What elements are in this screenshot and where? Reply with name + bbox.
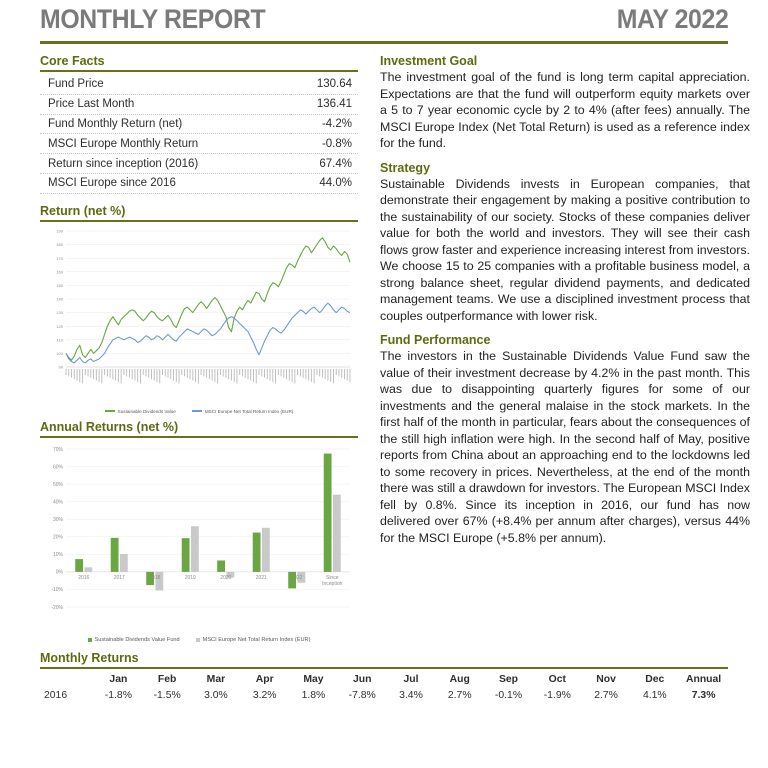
core-facts-label: Return since inception (2016) [40, 154, 290, 174]
core-facts-row [40, 75, 358, 94]
right-column [380, 54, 750, 643]
svg-text:90: 90 [58, 364, 63, 370]
monthly-returns-cell: -1.9% [543, 690, 571, 702]
monthly-returns-month-header: May [303, 674, 324, 686]
svg-text:2016: 2016 [78, 574, 90, 581]
legend-label-fund: Sustainable Dividends Value [117, 408, 176, 414]
svg-text:70%: 70% [52, 446, 63, 453]
legend-label-index: MSCI Europe Net Total Return Index (EUR) [204, 408, 294, 414]
svg-text:170: 170 [56, 255, 63, 261]
core-facts-table [40, 75, 358, 194]
core-facts-row [40, 94, 358, 114]
monthly-returns-cell: 1.8% [301, 690, 326, 702]
monthly-returns-month-header: Jun [352, 674, 372, 686]
core-facts-section [40, 54, 358, 194]
strategy-section [380, 161, 750, 325]
report-date: MAY 2022 [616, 4, 728, 34]
monthly-returns-table [40, 672, 728, 704]
monthly-returns-cell: 3.0% [204, 690, 228, 702]
core-facts-label: MSCI Europe Monthly Return [40, 134, 290, 154]
svg-text:30%: 30% [52, 516, 63, 523]
monthly-returns-month-header: Mar [206, 674, 226, 686]
core-facts-value: 67.4% [290, 154, 358, 174]
page-title: MONTHLY REPORT [40, 4, 266, 34]
monthly-returns-month-header: Apr [255, 674, 274, 686]
monthly-returns-month-header: Annual [685, 674, 722, 686]
left-column [40, 54, 358, 643]
svg-text:2021: 2021 [255, 574, 267, 581]
svg-text:0%: 0% [55, 569, 63, 576]
annual-returns-bar-chart [40, 441, 358, 641]
fund-performance-body: The investors in the Sustainable Dividends Value Fund saw the value of their investment decrease by 4.2% in the past month. This was due to disappointing quarterly figures for some of our investments and the general malaise in the stock markets. In the first half of the month in particular, fears about the consequences of the still high inflation were high. In the second half of May, positive reports from China about an approaching end to the lockdowns led to some recovery in prices. Nevertheless, at the end of the month there was still a drawdown for investors. The European MSCI Index fell by 0.8%. Since its inception in 2016, our fund has now delivered over 67% (+8.4% per annum after charges), versus 44% for the MSCI Europe (+5.8% per annum). [380, 349, 750, 545]
svg-text:10%: 10% [52, 551, 63, 558]
return-chart-section [40, 204, 358, 414]
core-facts-divider [40, 70, 358, 72]
core-facts-label: Fund Price [40, 75, 290, 94]
core-facts-value: 44.0% [290, 173, 358, 193]
svg-text:Inception: Inception [322, 580, 343, 587]
svg-text:120: 120 [56, 323, 63, 329]
core-facts-value: 136.41 [290, 94, 358, 114]
monthly-returns-heading: Monthly Returns [40, 650, 139, 665]
core-facts-row [40, 173, 358, 193]
svg-text:50%: 50% [52, 481, 63, 488]
return-line-chart [40, 225, 358, 413]
svg-text:2018: 2018 [149, 574, 161, 581]
monthly-returns-cell: -1.5% [153, 690, 181, 702]
content-columns [40, 54, 750, 643]
core-facts-label: Fund Monthly Return (net) [40, 114, 290, 134]
svg-text:40%: 40% [52, 499, 63, 506]
svg-text:180: 180 [56, 241, 63, 247]
monthly-returns-month-header: Oct [548, 674, 566, 686]
svg-text:20%: 20% [52, 534, 63, 541]
annual-returns-section [40, 420, 358, 643]
investment-goal-heading: Investment Goal [380, 54, 478, 68]
svg-text:60%: 60% [52, 464, 63, 471]
fund-performance-heading: Fund Performance [380, 333, 491, 347]
svg-text:-10%: -10% [51, 586, 63, 593]
monthly-returns-divider [40, 667, 728, 669]
fund-performance-section [380, 333, 750, 546]
investment-goal-section [380, 54, 750, 152]
return-line-chart-svg [40, 225, 358, 413]
svg-text:-20%: -20% [51, 604, 63, 611]
monthly-returns-section [40, 651, 728, 704]
strategy-body: Sustainable Dividends invests in European companies, that demonstrate their engagement by making a positive contribution to the sustainability of our society. Stocks of these companies deliver value for both the world and investors. They will see their cash flows grow faster and experience increasing interest from investors. We choose 15 to 25 companies with a profitable business model, a strong balance sheet, regular dividend payments, and dedicated management teams. We use a disciplined investment process that couples outperformance with lower risk. [380, 176, 750, 323]
monthly-returns-cell: 3.2% [252, 690, 277, 702]
annual-returns-bar-chart-svg [40, 441, 358, 641]
core-facts-value: -0.8% [290, 134, 358, 154]
monthly-returns-cell: 2.7% [447, 690, 472, 702]
svg-text:2017: 2017 [113, 574, 125, 581]
svg-text:2019: 2019 [184, 574, 196, 581]
svg-text:110: 110 [56, 337, 63, 343]
core-facts-row [40, 154, 358, 174]
svg-text:100: 100 [56, 350, 63, 356]
monthly-returns-header-row [40, 672, 728, 688]
monthly-returns-cell: -0.1% [494, 690, 523, 702]
monthly-returns-month-header: Nov [596, 674, 616, 686]
monthly-returns-month-header: Jan [109, 674, 128, 686]
legend-label-index-bar: MSCI Europe Net Total Return Index (EUR) [202, 636, 311, 643]
core-facts-heading: Core Facts [40, 54, 105, 68]
header-divider [40, 41, 728, 44]
svg-text:2020: 2020 [220, 574, 232, 581]
strategy-heading: Strategy [380, 160, 431, 175]
monthly-returns-month-header: Sep [498, 674, 519, 686]
svg-text:2022: 2022 [291, 574, 303, 581]
core-facts-value: 130.64 [290, 75, 358, 94]
core-facts-row [40, 134, 358, 154]
monthly-returns-cell: -1.8% [104, 690, 132, 702]
return-chart-heading: Return (net %) [40, 203, 126, 218]
svg-text:Since: Since [325, 574, 339, 581]
monthly-returns-cell: 3.4% [399, 690, 423, 702]
annual-returns-heading: Annual Returns (net %) [40, 419, 179, 434]
core-facts-label: MSCI Europe since 2016 [40, 173, 290, 193]
monthly-returns-annual: 7.3% [691, 690, 716, 702]
monthly-returns-year-header [40, 672, 94, 688]
monthly-returns-month-header: Jul [403, 674, 419, 686]
core-facts-value: -4.2% [290, 114, 358, 134]
svg-text:150: 150 [56, 282, 63, 288]
core-facts-label: Price Last Month [40, 94, 290, 114]
monthly-returns-month-header: Dec [645, 674, 665, 686]
legend-label-fund-bar: Sustainable Dividends Value Fund [94, 636, 180, 643]
monthly-returns-year: 2016 [44, 690, 68, 702]
svg-text:160: 160 [56, 269, 63, 275]
return-chart-divider [40, 220, 358, 222]
annual-returns-divider [40, 436, 358, 438]
core-facts-row [40, 114, 358, 134]
svg-text:130: 130 [56, 309, 63, 315]
svg-text:190: 190 [56, 228, 63, 234]
monthly-returns-cell: 2.7% [594, 690, 618, 702]
monthly-returns-cell: -7.8% [348, 690, 376, 702]
investment-goal-body: The investment goal of the fund is long term capital appreciation. Expectations are that the fund will outperform equity markets over a 5 to 7 year economic cycle by 2 to 4% (after fees) annually. The MSCI Europe Index (Net Total Return) is used as a reference index for the fund. [380, 70, 750, 150]
monthly-returns-row [40, 688, 728, 704]
monthly-returns-month-header: Aug [449, 674, 470, 686]
monthly-returns-cell: 4.1% [642, 690, 667, 702]
report-header [40, 0, 728, 35]
svg-text:140: 140 [56, 296, 63, 302]
monthly-returns-month-header: Feb [157, 674, 177, 686]
